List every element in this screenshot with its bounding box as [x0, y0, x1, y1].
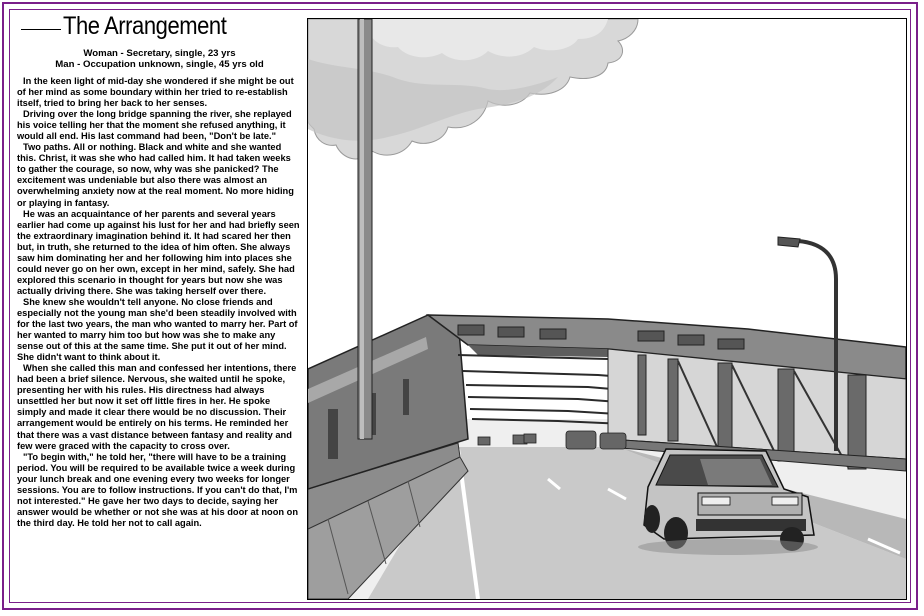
- story-paragraph: When she called this man and confessed her intentions, there had been a brief silence. Nervous, she waited until he spoke, presenting her with his rules. His directness had always unsettled her but now it set off little fires in her. He spoke simply and made it clear there would be no discussion. Their arrangement would be entirely on his terms. He reminded her that there was a vast distance between fantasy and reality and few were graced with the capacity to cross over.: [17, 363, 297, 451]
- title-rule: [21, 29, 61, 30]
- story-paragraph: Two paths. All or nothing. Black and white and she wanted this. Christ, it was she who had called him. It had taken weeks to gather the courage, so now, why was she panicked? The excitement was undeniable but also there was almost an overwhelming anxiety now at the real moment. No more hiding or playing in fantasy.: [17, 142, 294, 208]
- story-body: [17, 76, 302, 529]
- bridge-drawing: [308, 19, 906, 599]
- story-paragraph: He was an acquaintance of her parents and several years earlier had come up against his lust for her and had briefly seen the extraordinary imagination behind it. It had scared her then but, in truth, she returned to the idea of him often. She always saw him dominating her and her following him into places she could never go on her own, except in her mind, safely. She had explored this scenario in thought for years but now she was actually driving there. She was taking herself over there.: [17, 208, 300, 296]
- cast-list: [17, 48, 302, 70]
- story-paragraph: In the keen light of mid-day she wondered if she might be out of her mind as some boundary within her tried to re-establish itself, tried to bring her back to her senses.: [17, 76, 294, 109]
- story-paragraph: "To begin with," he told her, "there will have to be a training period. You will be required to be available twice a week during your lunch break and one evening every two weeks for longer sessions. You are to follow instructions. If you can't do that, I'm not interested." He gave her two days to decide, saying her answer would be whether or not she was at his door at noon on the third day. He told her not to call again.: [17, 451, 298, 528]
- cast-woman: Woman - Secretary, single, 23 yrs: [83, 48, 236, 59]
- cast-man: Man - Occupation unknown, single, 45 yrs old: [55, 59, 264, 70]
- story-paragraph: Driving over the long bridge spanning the river, she replayed his voice telling her that the moment she refused anything, it would all end. His last command had been, "Don't be late.": [17, 109, 292, 142]
- article-column: [17, 12, 302, 602]
- title-row: [17, 12, 302, 44]
- bridge-illustration: [307, 18, 907, 600]
- article-title: The Arrangement: [63, 12, 227, 40]
- story-paragraph: She knew she wouldn't tell anyone. No close friends and especially not the young man she'd been steadily involved with for the last two years, the man who wanted to marry her. Part of her wanted to marry him too but how was she to make any sense out of this at the same time. She put it out of her mind. She didn't want to think about it.: [17, 296, 298, 363]
